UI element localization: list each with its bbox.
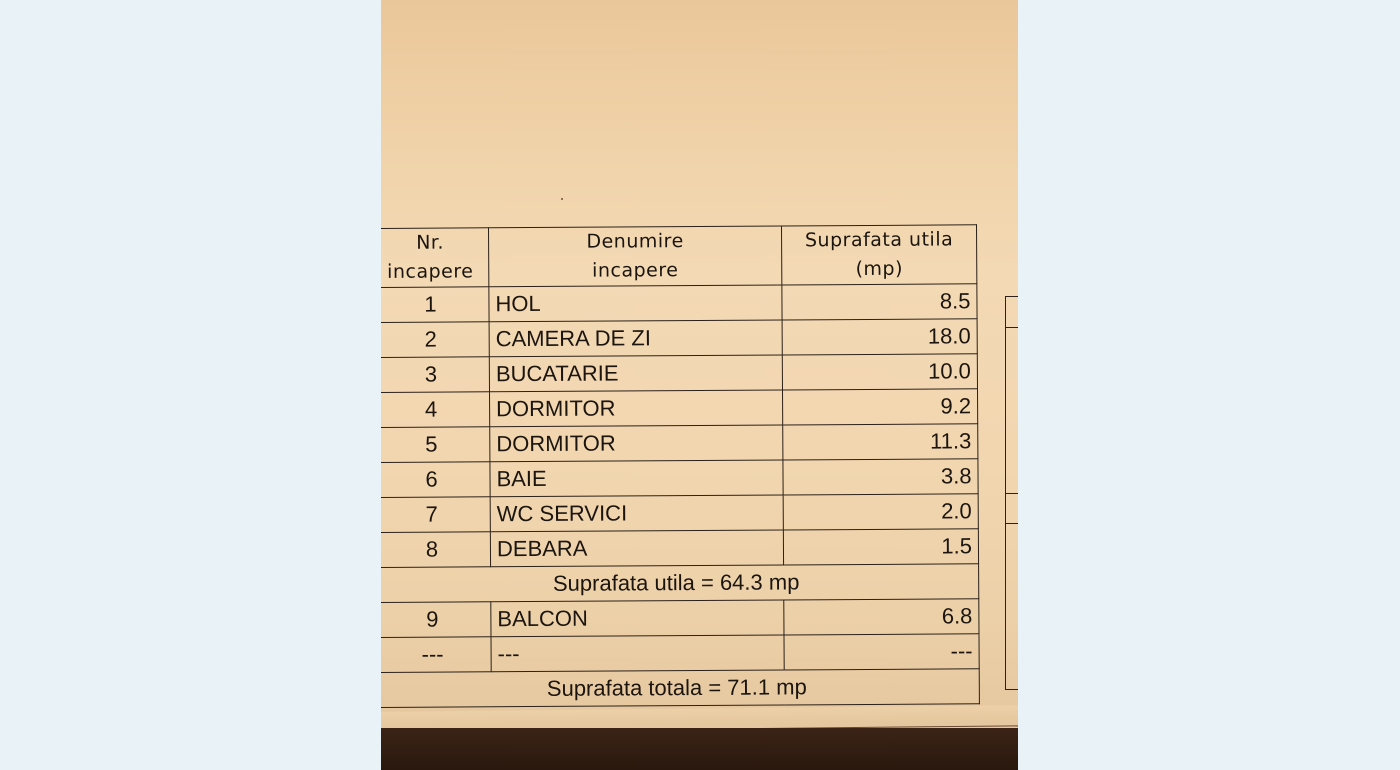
room-name-cell: BUCATARIE [489, 355, 782, 392]
room-area-cell: 8.5 [782, 284, 977, 320]
header-room-name-label: Denumire incapere [586, 230, 684, 282]
room-area-table [381, 224, 980, 708]
room-area-cell: 18.0 [782, 319, 977, 355]
header-useful-area [781, 225, 976, 285]
room-name-cell: DORMITOR [490, 390, 783, 427]
room-name-cell: --- [491, 635, 784, 672]
room-area-cell: 2.0 [783, 494, 978, 530]
adjacent-table-line [1006, 327, 1018, 328]
document-photo [381, 0, 1018, 770]
room-number-cell: 4 [381, 392, 490, 428]
table-row [381, 529, 979, 568]
room-area-cell: 9.2 [782, 389, 977, 425]
header-room-number [381, 228, 489, 288]
room-rows [381, 284, 979, 708]
table-row [381, 284, 977, 323]
adjacent-table-edge [1005, 296, 1018, 690]
room-number-cell: 2 [381, 322, 489, 358]
room-name-cell: BAIE [490, 460, 783, 497]
table-row [381, 319, 977, 358]
room-area-cell: 1.5 [783, 529, 978, 565]
room-name-cell: DORMITOR [490, 425, 783, 462]
room-name-cell: DEBARA [490, 530, 783, 567]
room-area-cell: 6.8 [784, 599, 979, 635]
table-row [381, 459, 978, 498]
grand-total-area: Suprafata totala = 71.1 mp [381, 669, 979, 708]
room-number-cell: 6 [381, 462, 490, 498]
room-area-cell: 11.3 [783, 424, 978, 460]
room-area-cell: 10.0 [782, 354, 977, 390]
room-number-cell: 3 [381, 357, 490, 393]
grand-total-area-row [381, 669, 979, 708]
room-name-cell: WC SERVICI [490, 495, 783, 532]
paper-speck [561, 198, 563, 200]
useful-area-total-row [381, 564, 979, 603]
table-header-row [381, 225, 977, 288]
room-name-cell: BALCON [491, 600, 784, 637]
table-row [381, 634, 979, 673]
table-row [381, 494, 978, 533]
room-number-cell: 9 [381, 602, 491, 638]
table-row [381, 599, 979, 638]
room-area-cell: 3.8 [783, 459, 978, 495]
header-room-name [489, 226, 782, 287]
adjacent-table-line [1006, 523, 1018, 524]
room-number-cell: 8 [381, 532, 491, 568]
room-name-cell: HOL [489, 285, 782, 322]
table-row [381, 424, 978, 463]
table-row [381, 389, 978, 428]
room-area-cell: --- [784, 634, 979, 670]
header-room-number-label: Nr. incapere [387, 231, 474, 283]
room-name-cell: CAMERA DE ZI [489, 320, 782, 357]
adjacent-table-line [1006, 493, 1018, 494]
room-area-table-wrapper [381, 224, 979, 708]
room-number-cell: 1 [381, 287, 489, 323]
header-useful-area-label: Suprafata utila (mp) [804, 228, 954, 281]
useful-area-total: Suprafata utila = 64.3 mp [381, 564, 979, 603]
room-number-cell: --- [381, 637, 491, 673]
room-number-cell: 7 [381, 497, 490, 533]
dark-background [381, 728, 1018, 770]
table-row [381, 354, 977, 393]
room-number-cell: 5 [381, 427, 490, 463]
